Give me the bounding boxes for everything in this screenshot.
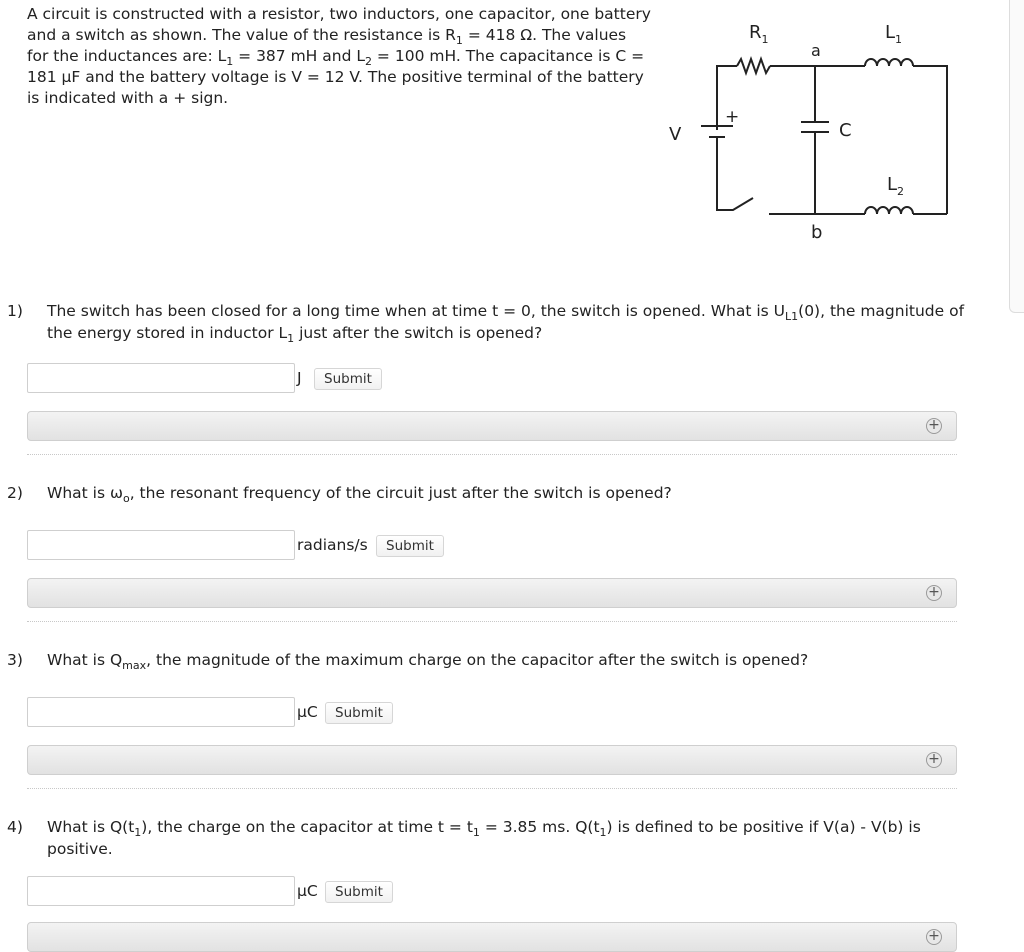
question-sub-2: 1 bbox=[287, 332, 295, 346]
question-1 bbox=[7, 300, 967, 346]
inductor-l2 bbox=[865, 207, 913, 214]
submit-button-1[interactable]: Submit bbox=[314, 368, 382, 390]
label-r1: $R_1$ bbox=[749, 22, 769, 46]
question-text: What is Q bbox=[47, 651, 123, 669]
question-text-2: , the resonant frequency of the circuit just after the switch is opened? bbox=[129, 484, 672, 502]
intro-text-3: = 387 mH and L bbox=[233, 47, 365, 65]
question-4 bbox=[7, 816, 967, 860]
submit-button-3[interactable]: Submit bbox=[325, 702, 393, 724]
problem-statement bbox=[27, 4, 652, 109]
plus-circle-icon[interactable]: + bbox=[926, 585, 942, 601]
answer-input-1[interactable] bbox=[27, 363, 295, 393]
submit-button-2[interactable]: Submit bbox=[376, 535, 444, 557]
unit-label-1: J bbox=[297, 369, 302, 387]
feedback-bar-3[interactable] bbox=[27, 745, 957, 775]
label-plus: + bbox=[725, 107, 740, 127]
question-number: 3) bbox=[7, 651, 23, 669]
plus-circle-icon[interactable]: + bbox=[926, 929, 942, 945]
intro-sub-r: 1 bbox=[455, 34, 463, 48]
right-wire bbox=[913, 66, 947, 214]
question-text-3: just after the switch is opened? bbox=[294, 324, 543, 342]
answer-input-2[interactable] bbox=[27, 530, 295, 560]
question-text: What is Q(t bbox=[47, 818, 135, 836]
divider bbox=[27, 454, 957, 455]
label-b: b bbox=[811, 222, 823, 243]
feedback-bar-4[interactable] bbox=[27, 922, 957, 952]
question-sub: 1 bbox=[134, 826, 142, 840]
question-sub-3: 1 bbox=[599, 826, 607, 840]
inductor-l1 bbox=[865, 59, 913, 66]
label-c: C bbox=[839, 120, 852, 141]
intro-text-2: = 418 Ω. The values for the inductances are: L bbox=[27, 26, 627, 65]
question-text: What is ω bbox=[47, 484, 123, 502]
resistor-r1 bbox=[737, 59, 770, 73]
question-text-2: ), the charge on the capacitor at time t = t bbox=[141, 818, 473, 836]
answer-input-3[interactable] bbox=[27, 697, 295, 727]
divider bbox=[27, 621, 957, 622]
divider bbox=[27, 788, 957, 789]
switch bbox=[717, 137, 753, 210]
intro-sub-l2: 2 bbox=[365, 55, 372, 69]
question-text-2: (0), the magnitude of the energy stored in inductor L bbox=[47, 302, 965, 342]
question-number: 1) bbox=[7, 302, 23, 320]
question-sub: o bbox=[122, 492, 130, 506]
label-a: a bbox=[811, 41, 821, 60]
answer-input-4[interactable] bbox=[27, 876, 295, 906]
unit-label-4: μC bbox=[297, 882, 318, 900]
question-sub: max bbox=[122, 659, 147, 673]
question-text-4: ) is defined to be positive if V(a) - V(b) is positive. bbox=[47, 818, 921, 858]
question-text-3: = 3.85 ms. Q(t bbox=[479, 818, 600, 836]
question-sub-2: 1 bbox=[472, 826, 480, 840]
label-v: V bbox=[669, 124, 682, 145]
label-l1: $L_1$ bbox=[885, 22, 903, 46]
scrollbar[interactable] bbox=[1009, 0, 1024, 313]
feedback-bar-2[interactable] bbox=[27, 578, 957, 608]
intro-text-1: A circuit is constructed with a resistor, two inductors, one capacitor, one battery and a switch as shown. The value of the resistance is R bbox=[27, 5, 651, 44]
label-l2: $L_2$ bbox=[887, 174, 905, 198]
feedback-bar-1[interactable] bbox=[27, 411, 957, 441]
plus-circle-icon[interactable]: + bbox=[926, 418, 942, 434]
plus-circle-icon[interactable]: + bbox=[926, 752, 942, 768]
intro-text-4: = 100 mH. The capacitance is C = 181 μF and the battery voltage is V = 12 V. The positive terminal of the battery is indicated with a + sign. bbox=[27, 47, 645, 107]
unit-label-3: μC bbox=[297, 703, 318, 721]
circuit-svg bbox=[665, 10, 965, 250]
circuit-diagram bbox=[665, 10, 965, 250]
question-number: 4) bbox=[7, 818, 23, 836]
submit-button-4[interactable]: Submit bbox=[325, 881, 393, 903]
question-text-2: , the magnitude of the maximum charge on the capacitor after the switch is opened? bbox=[146, 651, 809, 669]
question-sub: L1 bbox=[785, 310, 799, 324]
intro-sub-l1: 1 bbox=[226, 55, 234, 69]
question-number: 2) bbox=[7, 484, 23, 502]
question-3 bbox=[7, 649, 967, 673]
question-2 bbox=[7, 482, 967, 506]
unit-label-2: radians/s bbox=[297, 536, 368, 554]
question-text: The switch has been closed for a long time when at time t = 0, the switch is opened. What is U bbox=[47, 302, 785, 320]
